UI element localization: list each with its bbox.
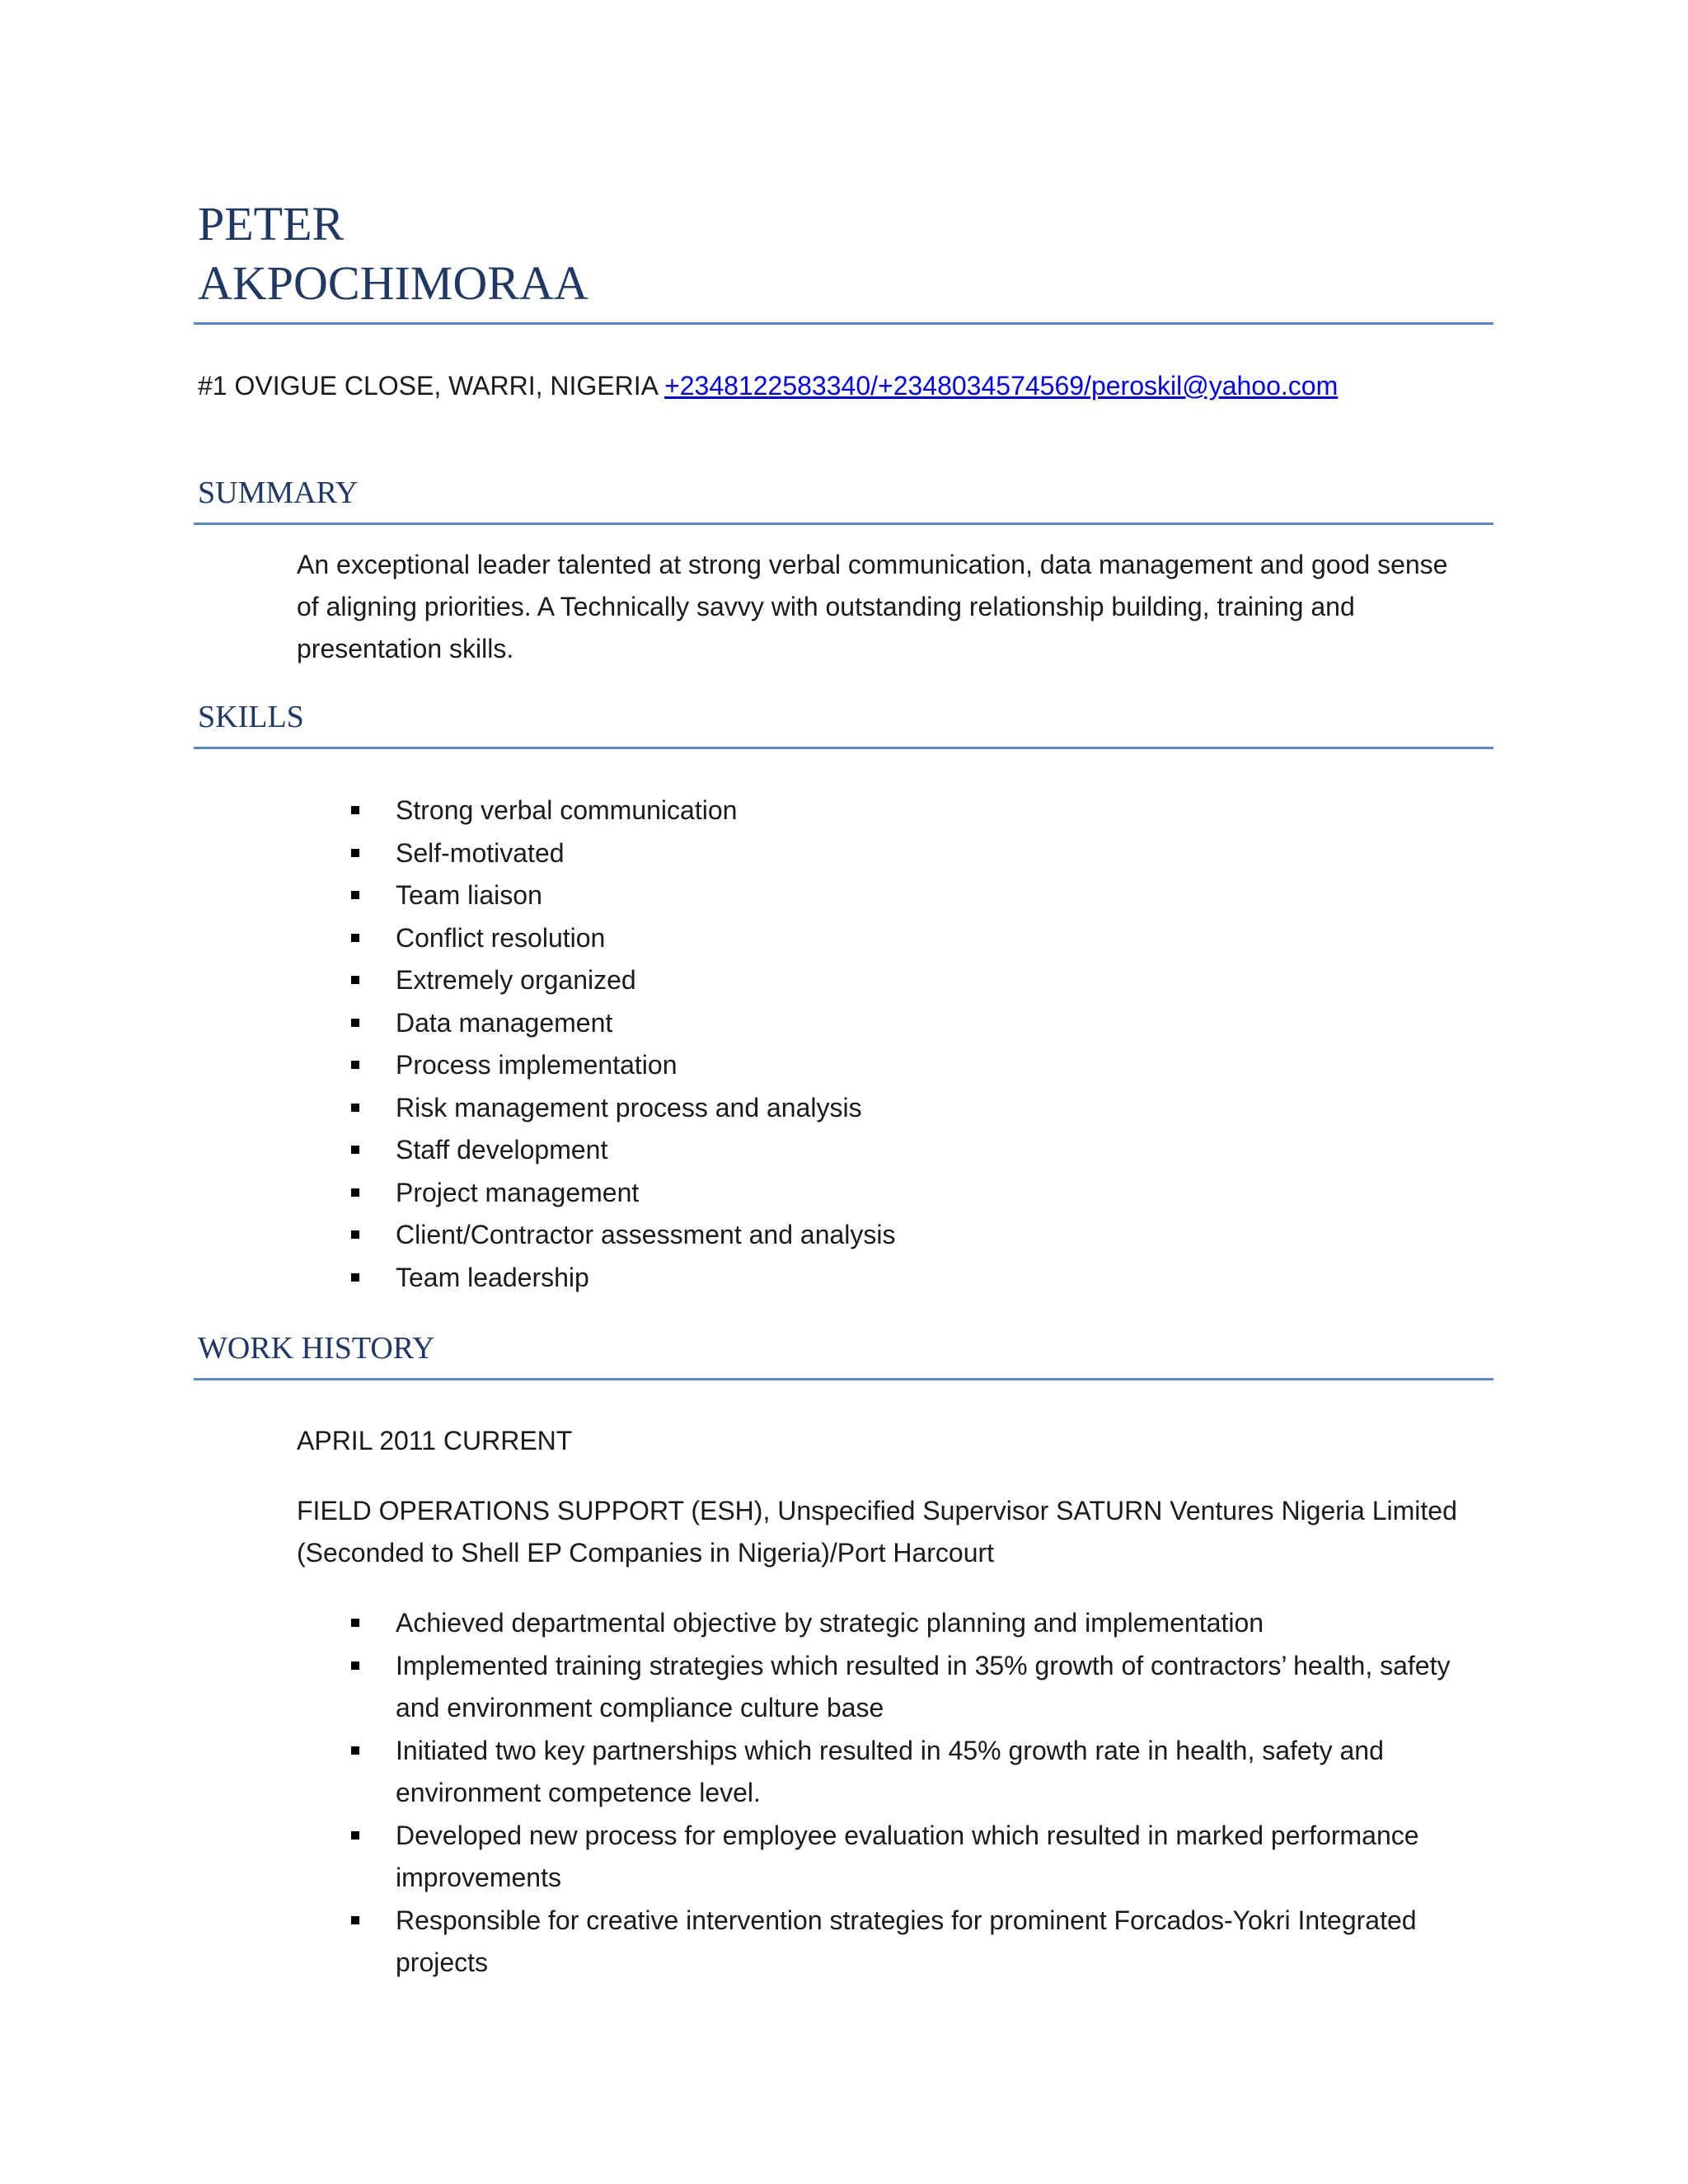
skills-list — [297, 790, 1500, 1299]
contact-line — [198, 366, 1338, 405]
bullet-square-icon — [351, 1104, 359, 1112]
summary-text: An exceptional leader talented at strong verbal communication, data management and good sense of aligning priorities. A Technically savvy with outstanding relationship building, training and presentation skills. — [297, 550, 1448, 663]
achievement-text: Developed new process for employee evaluation which resulted in marked performance improvements — [396, 1820, 1419, 1892]
skill-item — [297, 1129, 1500, 1172]
address-text: #1 OVIGUE CLOSE, WARRI, NIGERIA — [198, 371, 658, 401]
skill-item — [297, 790, 1500, 832]
bullet-square-icon — [351, 1273, 359, 1282]
bullet-square-icon — [351, 1019, 359, 1027]
bullet-square-icon — [351, 891, 359, 899]
achievement-text: Responsible for creative intervention strategies for prominent Forcados-Yokri Integrated projects — [396, 1905, 1417, 1977]
summary-heading: SUMMARY — [198, 476, 359, 510]
bullet-square-icon — [351, 849, 359, 857]
bullet-square-icon — [351, 806, 359, 814]
candidate-name — [198, 194, 1492, 313]
skill-label: Team leadership — [396, 1262, 589, 1292]
skill-label: Risk management process and analysis — [396, 1092, 862, 1122]
bullet-square-icon — [351, 1619, 359, 1627]
achievement-text: Initiated two key partnerships which resulted in 45% growth rate in health, safety and environment competence level. — [396, 1735, 1384, 1807]
header-divider — [194, 322, 1493, 325]
bullet-square-icon — [351, 1061, 359, 1069]
bullet-square-icon — [351, 1146, 359, 1154]
name-line-last: AKPOCHIMORAA — [198, 256, 588, 310]
skill-item — [297, 1087, 1500, 1130]
achievement-item — [297, 1900, 1500, 1985]
bullet-square-icon — [351, 1916, 359, 1924]
skill-item — [297, 832, 1500, 875]
skill-item — [297, 917, 1500, 960]
bullet-square-icon — [351, 1188, 359, 1197]
bullet-square-icon — [351, 1831, 359, 1840]
job-position: FIELD OPERATIONS SUPPORT (ESH), Unspecified Supervisor SATURN Ventures Nigeria Limited (Seconded to Shell EP Companies in Nigeria)/Port Harcourt — [297, 1496, 1457, 1568]
skill-item — [297, 1002, 1500, 1045]
achievement-item — [297, 1602, 1500, 1645]
bullet-square-icon — [351, 1230, 359, 1239]
skill-item — [297, 1214, 1500, 1257]
achievement-item — [297, 1645, 1500, 1730]
skill-label: Strong verbal communication — [396, 795, 738, 825]
name-line-first: PETER — [198, 197, 345, 251]
work-history-divider — [194, 1378, 1493, 1380]
skill-item — [297, 1044, 1500, 1087]
skill-label: Conflict resolution — [396, 922, 606, 953]
bullet-square-icon — [351, 976, 359, 984]
skill-label: Client/Contractor assessment and analysis — [396, 1220, 896, 1249]
skills-divider — [194, 747, 1493, 749]
skill-item — [297, 874, 1500, 917]
skill-label: Extremely organized — [396, 965, 636, 995]
skills-heading: SKILLS — [198, 700, 304, 734]
achievement-item — [297, 1730, 1500, 1815]
skill-item — [297, 1257, 1500, 1300]
skill-label: Process implementation — [396, 1050, 678, 1080]
bullet-square-icon — [351, 934, 359, 942]
skill-label: Data management — [396, 1007, 613, 1038]
work-history-heading: WORK HISTORY — [198, 1331, 435, 1366]
skill-label: Team liaison — [396, 880, 542, 910]
bullet-square-icon — [351, 1661, 359, 1670]
job-dates: APRIL 2011 CURRENT — [297, 1426, 573, 1455]
skill-item — [297, 959, 1500, 1002]
skill-item — [297, 1172, 1500, 1215]
contact-link[interactable]: +2348122583340/+2348034574569/peroskil@yahoo.com — [664, 371, 1339, 401]
bullet-square-icon — [351, 1746, 359, 1755]
skill-label: Staff development — [396, 1135, 608, 1165]
skill-label: Self-motivated — [396, 837, 565, 868]
achievements-list — [297, 1602, 1500, 1985]
achievement-text: Implemented training strategies which resulted in 35% growth of contractors’ health, safety and environment compliance culture base — [396, 1650, 1451, 1722]
summary-divider — [194, 523, 1493, 525]
achievement-text: Achieved departmental objective by strategic planning and implementation — [396, 1608, 1264, 1638]
achievement-item — [297, 1815, 1500, 1900]
skill-label: Project management — [396, 1177, 640, 1207]
